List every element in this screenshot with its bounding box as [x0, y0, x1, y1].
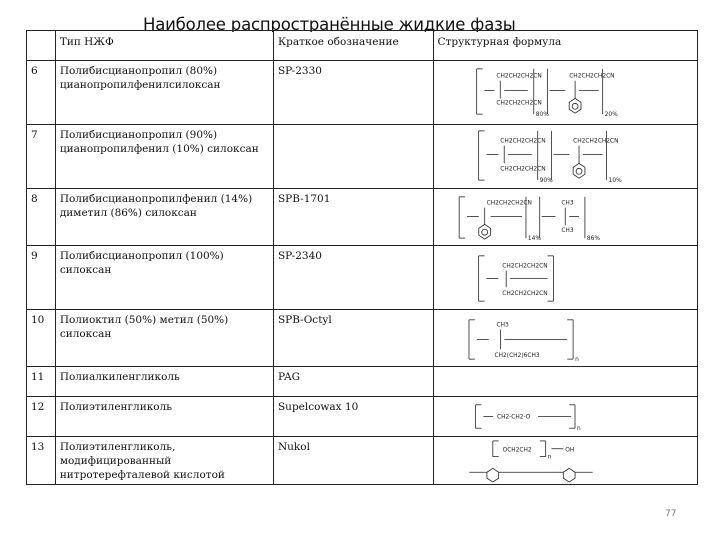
- table-row: [27, 397, 698, 437]
- row-num: 11: [27, 367, 56, 397]
- structural-formula: [433, 246, 698, 310]
- formula-diagram: [434, 310, 698, 366]
- phase-code: SP-2340: [273, 246, 433, 310]
- formula-diagram: [434, 246, 698, 309]
- structural-formula: [433, 310, 698, 367]
- formula-group: CH2CH2CH2CN: [495, 100, 542, 107]
- phase-code: Nukol: [273, 437, 433, 485]
- phase-name: Полиоктил (50%) метил (50%) силоксан: [55, 310, 273, 367]
- row-num: 9: [27, 246, 56, 310]
- table-row: [27, 189, 698, 246]
- formula-end-group: OH: [564, 447, 574, 454]
- formula-diagram: [434, 189, 698, 245]
- formula-group: CH2CH2CH2CN: [499, 138, 546, 145]
- formula-subscript: 14%: [527, 236, 541, 243]
- formula-subscript: n: [574, 357, 579, 364]
- formula-group: CH2CH2CH2CN: [495, 73, 542, 80]
- formula-diagram: [434, 397, 698, 436]
- formula-group: CH2CH2CH2CN: [501, 291, 548, 298]
- formula-group: CH2CH2CH2CN: [499, 166, 546, 173]
- structural-formula: [433, 437, 698, 485]
- formula-group: CH3: [560, 228, 574, 235]
- formula-group: CH2-CH2-O: [496, 414, 530, 421]
- structural-formula: [433, 125, 698, 189]
- phase-code: SPB-1701: [273, 189, 433, 246]
- header-code: Краткое обозначение: [273, 31, 433, 61]
- formula-group: CH2CH2CH2CN: [568, 73, 615, 80]
- table-row: [27, 367, 698, 397]
- table-row: [27, 246, 698, 310]
- formula-subscript: 80%: [535, 112, 549, 119]
- table-row: [27, 61, 698, 125]
- phase-name: Полибисцианопропил (100%) силоксан: [55, 246, 273, 310]
- formula-diagram: [434, 61, 698, 124]
- table-row: [27, 125, 698, 189]
- formula-group: CH2CH2CH2CN: [486, 200, 532, 207]
- structural-formula: [433, 397, 698, 437]
- phase-name: Полибисцианопропил (90%) цианопропилфенил (10%) силоксан: [55, 125, 273, 189]
- formula-diagram: [434, 125, 698, 188]
- phase-code: [273, 125, 433, 189]
- phase-name: Полиалкиленгликоль: [55, 367, 273, 397]
- formula-group: OCH2CH2: [502, 447, 532, 454]
- formula-subscript: n: [576, 426, 581, 433]
- phase-code: PAG: [273, 367, 433, 397]
- formula-group: CH2(CH2)6CH3: [494, 353, 540, 360]
- row-num: 13: [27, 437, 56, 485]
- page-number: 77: [665, 509, 677, 519]
- phase-name: Полиэтиленгликоль: [55, 397, 273, 437]
- formula-subscript: n: [547, 454, 551, 461]
- structural-formula: [433, 189, 698, 246]
- row-num: 8: [27, 189, 56, 246]
- phase-code: SPB-Octyl: [273, 310, 433, 367]
- header-type: Тип НЖФ: [55, 31, 273, 61]
- phase-code: Supelcowax 10: [273, 397, 433, 437]
- phase-name: Полибисцианопропилфенил (14%) диметил (86%) силоксан: [55, 189, 273, 246]
- formula-group: CH3: [495, 322, 509, 329]
- formula-group: CH2CH2CH2CN: [572, 138, 619, 145]
- liquid-phases-table: [26, 30, 698, 485]
- table-row: [27, 437, 698, 485]
- phase-name: Полиэтиленгликоль, модифицированный нитротерефталевой кислотой: [55, 437, 273, 485]
- formula-group: CH2CH2CH2CN: [501, 263, 548, 270]
- table-row: [27, 310, 698, 367]
- phase-code: SP-2330: [273, 61, 433, 125]
- row-num: 7: [27, 125, 56, 189]
- formula-diagram: [434, 437, 698, 484]
- formula-subscript: 10%: [608, 178, 622, 185]
- formula-subscript: 90%: [539, 178, 553, 185]
- structural-formula: [433, 61, 698, 125]
- slide-title: Наиболее распространённые жидкие фазы: [143, 15, 516, 32]
- row-num: 6: [27, 61, 56, 125]
- structural-formula: [433, 367, 698, 397]
- row-num: 10: [27, 310, 56, 367]
- formula-subscript: 20%: [604, 112, 618, 119]
- formula-subscript: 86%: [586, 236, 600, 243]
- header-formula: Структурная формула: [433, 31, 698, 61]
- table-header-row: [27, 31, 698, 61]
- header-num: [27, 31, 56, 61]
- formula-group: CH3: [560, 200, 574, 207]
- row-num: 12: [27, 397, 56, 437]
- phase-name: Полибисцианопропил (80%) цианопропилфенилсилоксан: [55, 61, 273, 125]
